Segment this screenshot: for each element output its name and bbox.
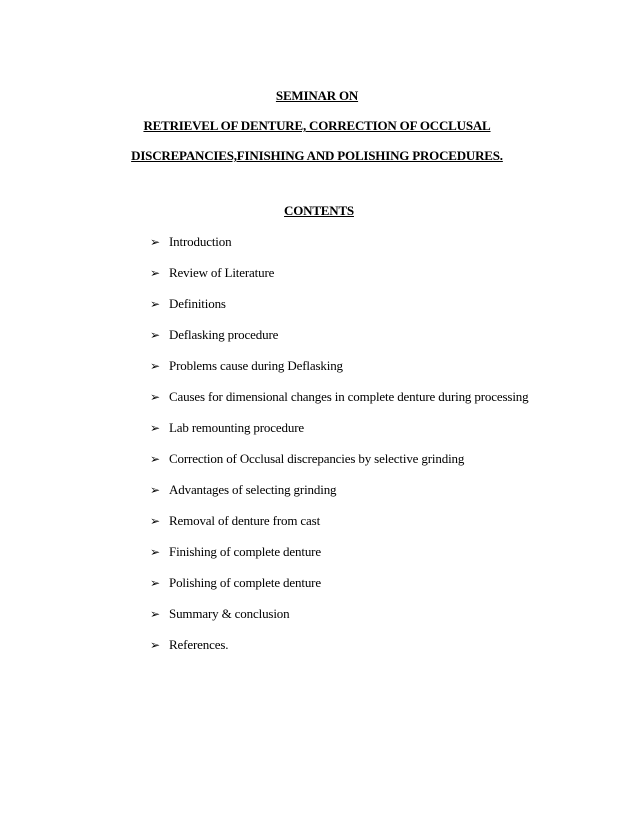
contents-item-text: Introduction	[169, 234, 232, 249]
contents-item-text: Definitions	[169, 296, 226, 311]
contents-item-text: Lab remounting procedure	[169, 420, 305, 435]
arrowhead-bullet-icon: ➢	[150, 390, 161, 404]
contents-item-text: Removal of denture from cast	[169, 513, 321, 528]
arrowhead-bullet-icon: ➢	[150, 235, 161, 249]
arrowhead-bullet-icon: ➢	[150, 514, 161, 528]
list-item	[150, 479, 528, 510]
contents-heading: CONTENTS	[284, 203, 354, 218]
arrowhead-bullet-icon: ➢	[150, 452, 161, 466]
contents-item-text: Polishing of complete denture	[169, 575, 321, 590]
arrowhead-bullet-icon: ➢	[150, 328, 161, 342]
list-item	[150, 324, 528, 355]
arrowhead-bullet-icon: ➢	[150, 607, 161, 621]
contents-item-text: References.	[169, 637, 229, 652]
arrowhead-bullet-icon: ➢	[150, 576, 161, 590]
list-item	[150, 417, 528, 448]
contents-item-text: Finishing of complete denture	[169, 544, 321, 559]
list-item	[150, 231, 528, 262]
list-item	[150, 634, 528, 665]
arrowhead-bullet-icon: ➢	[150, 545, 161, 559]
title-line-2: DISCREPANCIES,FINISHING AND POLISHING PROCEDURES.	[131, 148, 503, 163]
list-item	[150, 293, 528, 324]
arrowhead-bullet-icon: ➢	[150, 359, 161, 373]
arrowhead-bullet-icon: ➢	[150, 483, 161, 497]
arrowhead-bullet-icon: ➢	[150, 638, 161, 652]
list-item	[150, 448, 528, 479]
contents-item-text: Summary & conclusion	[169, 606, 290, 621]
list-item	[150, 603, 528, 634]
list-item	[150, 541, 528, 572]
list-item	[150, 572, 528, 603]
contents-item-text: Correction of Occlusal discrepancies by selective grinding	[169, 451, 465, 466]
list-item	[150, 355, 528, 386]
list-item	[150, 262, 528, 293]
contents-item-text: Problems cause during Deflasking	[169, 358, 343, 373]
seminar-heading: SEMINAR ON	[275, 88, 359, 103]
contents-item-text: Review of Literature	[169, 265, 275, 280]
arrowhead-bullet-icon: ➢	[150, 266, 161, 280]
list-item	[150, 510, 528, 541]
contents-item-text: Deflasking procedure	[169, 327, 279, 342]
arrowhead-bullet-icon: ➢	[150, 421, 161, 435]
arrowhead-bullet-icon: ➢	[150, 297, 161, 311]
contents-list	[150, 231, 528, 665]
contents-item-text: Advantages of selecting grinding	[169, 482, 337, 497]
title-line-1: RETRIEVEL OF DENTURE, CORRECTION OF OCCLUSAL	[143, 118, 491, 133]
contents-item-text: Causes for dimensional changes in complete denture during processing	[169, 389, 529, 404]
list-item	[150, 386, 528, 417]
